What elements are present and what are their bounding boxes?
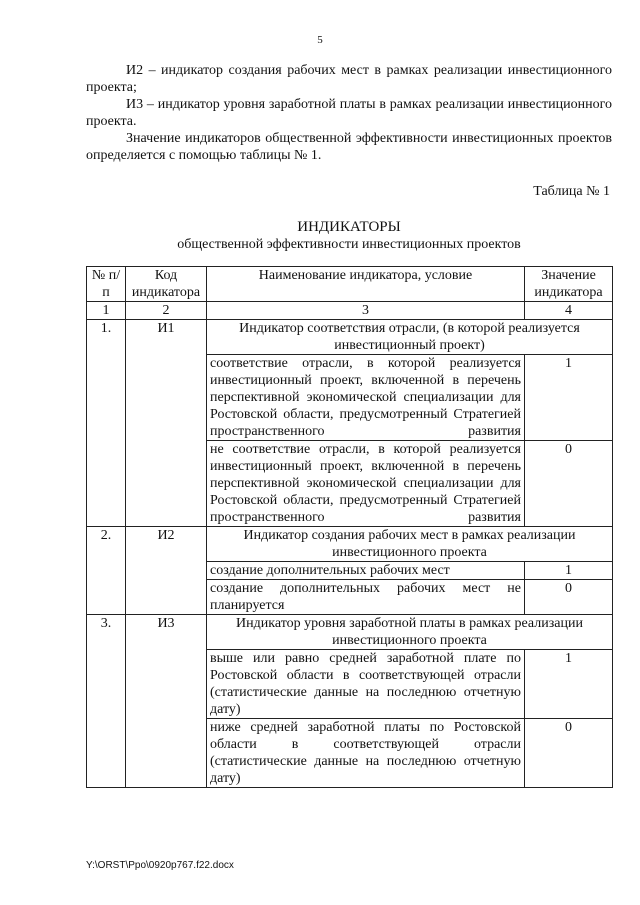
paragraph-i2: И2 – индикатор создания рабочих мест в рамках реализации инвестиционного проекта;: [86, 63, 612, 95]
indicator-num: 1.: [87, 320, 126, 527]
file-path-footer: Y:\ORST\Ppo\0920p767.f22.docx: [86, 860, 234, 871]
header-code: Код индикатора: [126, 267, 207, 302]
header-value: Значение индикатора: [525, 267, 613, 302]
condition-value: 0: [525, 580, 613, 615]
indicator-title-row: [87, 527, 613, 562]
table-title: ИНДИКАТОРЫ: [297, 219, 401, 235]
condition-value: 1: [525, 562, 613, 580]
condition-text: выше или равно средней заработной плате по Ростовской области в соответствующей отрасли (статистические данные на последнюю отчетную дату): [207, 650, 525, 719]
column-number-row: [87, 302, 613, 320]
condition-value: 1: [525, 650, 613, 719]
header-name: Наименование индикатора, условие: [207, 267, 525, 302]
indicator-code: И1: [126, 320, 207, 527]
intro-paragraphs: [86, 62, 612, 164]
indicator-title: Индикатор создания рабочих мест в рамках реализации инвестиционного проекта: [207, 527, 613, 562]
indicator-title: Индикатор уровня заработной платы в рамках реализации инвестиционного проекта: [207, 615, 613, 650]
indicator-code: И2: [126, 527, 207, 615]
condition-value: 1: [525, 355, 613, 441]
column-number: 3: [207, 302, 525, 320]
condition-text: создание дополнительных рабочих мест: [207, 562, 525, 580]
paragraph-indicator-values: Значение индикаторов общественной эффективности инвестиционных проектов определяется с помощью таблицы № 1.: [86, 131, 612, 163]
column-number: 2: [126, 302, 207, 320]
indicator-code: И3: [126, 615, 207, 788]
column-number: 4: [525, 302, 613, 320]
indicator-title-row: [87, 615, 613, 650]
page-number: 5: [317, 34, 323, 46]
indicator-num: 3.: [87, 615, 126, 788]
paragraph-i3: И3 – индикатор уровня заработной платы в рамках реализации инвестиционного проекта.: [86, 97, 612, 129]
indicator-num: 2.: [87, 527, 126, 615]
condition-text: соответствие отрасли, в которой реализуется инвестиционный проект, включенной в перечень перспективной экономической специализации для Ростовской области, предусмотренный Стратегией пространственного развития: [207, 355, 525, 441]
column-number: 1: [87, 302, 126, 320]
table-subtitle: общественной эффективности инвестиционных проектов: [177, 237, 521, 252]
condition-value: 0: [525, 441, 613, 527]
indicator-title-row: [87, 320, 613, 355]
table-label: Таблица № 1: [533, 184, 610, 199]
table-header-row: [87, 267, 613, 302]
condition-value: 0: [525, 719, 613, 788]
indicator-title: Индикатор соответствия отрасли, (в которой реализуется инвестиционный проект): [207, 320, 613, 355]
condition-text: создание дополнительных рабочих мест не планируется: [207, 580, 525, 615]
condition-text: ниже средней заработной платы по Ростовской области в соответствующей отрасли (статистические данные на последнюю отчетную дату): [207, 719, 525, 788]
indicators-table: [86, 266, 613, 788]
header-num: № п/п: [87, 267, 126, 302]
condition-text: не соответствие отрасли, в которой реализуется инвестиционный проект, включенной в перечень перспективной экономической специализации для Ростовской области, предусмотренный Стратегией пространственного развития: [207, 441, 525, 527]
